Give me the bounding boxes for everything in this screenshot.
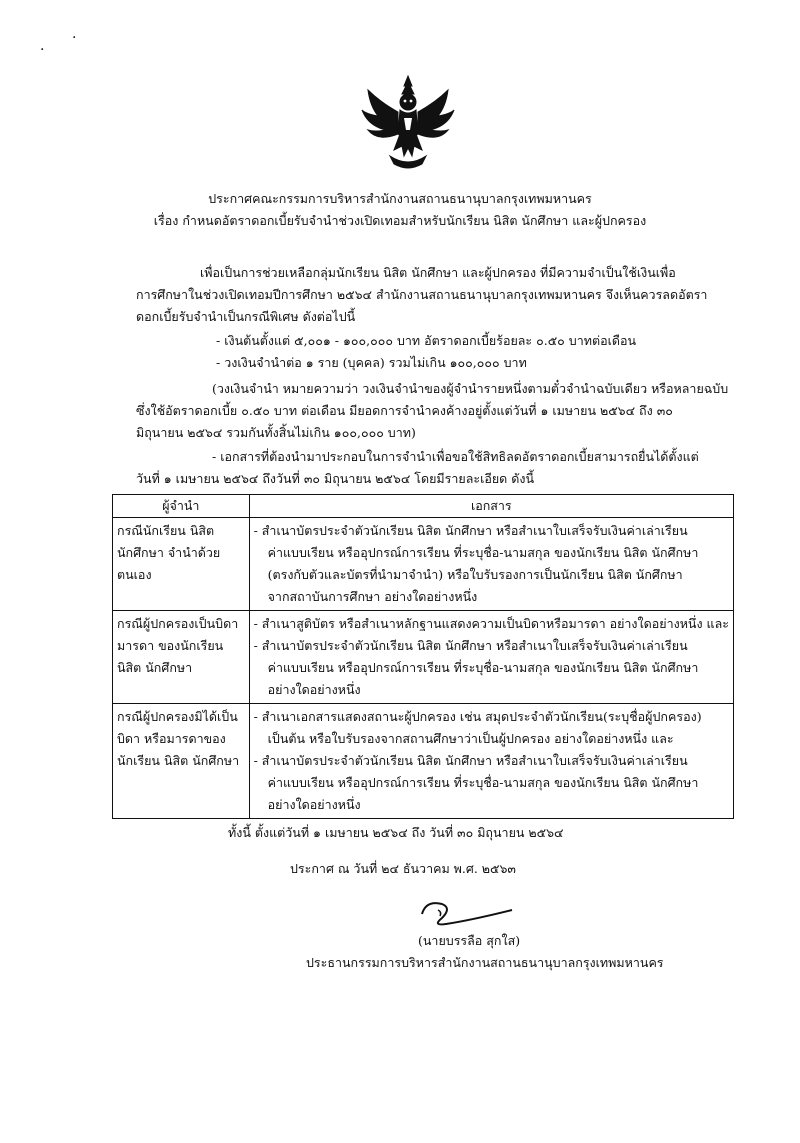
effective-period: ทั้งนี้ ตั้งแต่วันที่ ๑ เมษายน ๒๕๖๔ ถึง วันที่ ๓๐ มิถุนายน ๒๕๖๔ bbox=[228, 825, 564, 840]
pawner-cell: กรณีผู้ปกครองเป็นบิดา มารดา ของนักเรียน นิสิต นักศึกษา bbox=[113, 611, 250, 704]
document-line: ค่าแบบเรียน หรืออุปกรณ์การเรียน ที่ระบุชื่อ-นามสกุล ของนักเรียน นิสิต นักศึกษา bbox=[267, 660, 699, 675]
document-line: (ตรงกับตัวและบัตรที่นำมาจำนำ) หรือใบรับรองการเป็นนักเรียน นิสิต นักศึกษา bbox=[267, 567, 683, 582]
documents-cell bbox=[249, 611, 733, 704]
intro-line: เพื่อเป็นการช่วยเหลือกลุ่มนักเรียน นิสิต นักศึกษา และผู้ปกครอง ที่มีความจำเป็นใช้เงินเพื่อ bbox=[200, 265, 676, 280]
document-line: จากสถาบันการศึกษา อย่างใดอย่างหนึ่ง bbox=[267, 589, 478, 604]
documents-cell bbox=[249, 704, 733, 819]
document-line: เป็นต้น หรือใบรับรองจากสถานศึกษาว่าเป็นผู้ปกครอง อย่างใดอย่างหนึ่ง และ bbox=[267, 731, 674, 746]
table-row bbox=[113, 518, 734, 611]
pawner-cell: กรณีนักเรียน นิสิต นักศึกษา จำนำด้วยตนเอง bbox=[113, 518, 250, 611]
scan-speck: · bbox=[72, 30, 77, 46]
column-header-pawner: ผู้จำนำ bbox=[113, 495, 250, 518]
scan-speck: · bbox=[40, 42, 45, 58]
table-row bbox=[113, 704, 734, 819]
note-line: มิถุนายน ๒๕๖๔ รวมกันทั้งสิ้นไม่เกิน ๑๐๐,๐๐๐ บาท) bbox=[136, 425, 416, 440]
document-line: - สำเนาบัตรประจำตัวนักเรียน นิสิต นักศึกษา หรือสำเนาใบเสร็จรับเงินค่าเล่าเรียน bbox=[253, 638, 688, 653]
document-line: - สำเนาบัตรประจำตัวนักเรียน นิสิต นักศึกษา หรือสำเนาใบเสร็จรับเงินค่าเล่าเรียน bbox=[253, 753, 688, 768]
signatory-name: (นายบรรลือ สุกใส) bbox=[418, 933, 521, 948]
table-row bbox=[113, 611, 734, 704]
document-line: - สำเนาบัตรประจำตัวนักเรียน นิสิต นักศึกษา หรือสำเนาใบเสร็จรับเงินค่าเล่าเรียน bbox=[253, 523, 688, 538]
document-line: ค่าแบบเรียน หรืออุปกรณ์การเรียน ที่ระบุชื่อ-นามสกุล ของนักเรียน นิสิต นักศึกษา bbox=[267, 775, 699, 790]
signatory-position: ประธานกรรมการบริหารสำนักงานสถานธนานุบาลกรุงเทพมหานคร bbox=[306, 955, 664, 970]
documents-cell bbox=[249, 518, 733, 611]
document-line: อย่างใดอย่างหนึ่ง bbox=[267, 797, 361, 812]
signature-mark bbox=[412, 892, 522, 932]
document-line: - สำเนาสูติบัตร หรือสำเนาหลักฐานแสดงความเป็นบิดาหรือมารดา อย่างใดอย่างหนึ่ง และ bbox=[253, 616, 729, 631]
documents-intro-line: - เอกสารที่ต้องนำมาประกอบในการจำนำเพื่อขอใช้สิทธิลดอัตราดอกเบี้ยสามารถยื่นได้ตั้งแต่ bbox=[212, 449, 699, 464]
documents-table bbox=[112, 494, 734, 819]
announcement-date: ประกาศ ณ วันที่ ๒๔ ธันวาคม พ.ศ. ๒๕๖๓ bbox=[290, 861, 516, 876]
documents-intro-line: วันที่ ๑ เมษายน ๒๕๖๔ ถึงวันที่ ๓๐ มิถุนายน ๒๕๖๔ โดยมีรายละเอียด ดังนี้ bbox=[136, 471, 535, 486]
column-header-documents: เอกสาร bbox=[249, 495, 733, 518]
condition-item: - เงินต้นตั้งแต่ ๕,๐๐๑ - ๑๐๐,๐๐๐ บาท อัตราดอกเบี้ยร้อยละ ๐.๕๐ บาทต่อเดือน bbox=[216, 333, 637, 348]
announcement-subject: เรื่อง กำหนดอัตราดอกเบี้ยรับจำนำช่วงเปิดเทอมสำหรับนักเรียน นิสิต นักศึกษา และผู้ปกครอง bbox=[153, 213, 647, 228]
table-header-row bbox=[113, 495, 734, 518]
announcement-title: ประกาศคณะกรรมการบริหารสำนักงานสถานธนานุบาลกรุงเทพมหานคร bbox=[208, 191, 592, 206]
note-line: (วงเงินจำนำ หมายความว่า วงเงินจำนำของผู้จำนำรายหนึ่งตามตั๋วจำนำฉบับเดียว หรือหลายฉบับ bbox=[212, 381, 729, 396]
intro-line: ดอกเบี้ยรับจำนำเป็นกรณีพิเศษ ดังต่อไปนี้ bbox=[136, 309, 356, 324]
document-line: อย่างใดอย่างหนึ่ง bbox=[267, 682, 361, 697]
condition-item: - วงเงินจำนำต่อ ๑ ราย (บุคคล) รวมไม่เกิน ๑๐๐,๐๐๐ บาท bbox=[216, 355, 527, 370]
note-line: ซึ่งใช้อัตราดอกเบี้ย ๐.๕๐ บาท ต่อเดือน มียอดการจำนำคงค้างอยู่ตั้งแต่วันที่ ๑ เมษายน ๒๕๖๔ ถึง ๓๐ bbox=[136, 403, 673, 418]
intro-line: การศึกษาในช่วงเปิดเทอมปีการศึกษา ๒๕๖๔ สำนักงานสถานธนานุบาลกรุงเทพมหานคร จึงเห็นควรลดอัตรา bbox=[136, 287, 708, 302]
document-line: - สำเนาเอกสารแสดงสถานะผู้ปกครอง เช่น สมุดประจำตัวนักเรียน(ระบุชื่อผู้ปกครอง) bbox=[253, 709, 702, 724]
pawner-cell: กรณีผู้ปกครองมิได้เป็นบิดา หรือมารดาของนักเรียน นิสิต นักศึกษา bbox=[113, 704, 250, 819]
document-line: ค่าแบบเรียน หรืออุปกรณ์การเรียน ที่ระบุชื่อ-นามสกุล ของนักเรียน นิสิต นักศึกษา bbox=[267, 545, 699, 560]
garuda-emblem-icon bbox=[360, 72, 456, 172]
